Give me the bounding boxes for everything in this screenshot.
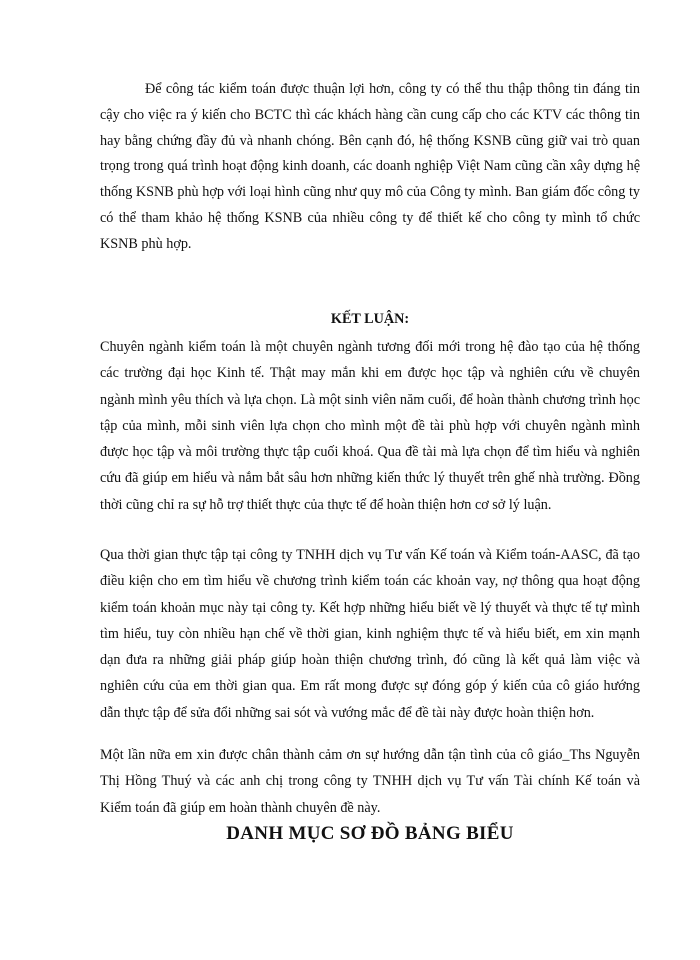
list-of-figures-heading: DANH MỤC SƠ ĐỒ BẢNG BIỂU: [226, 823, 514, 844]
intro-paragraph: Để công tác kiểm toán được thuận lợi hơn, công ty có thể thu thập thông tin đáng tin cậy cho việc ra ý kiến cho BCTC thì các khách hàng cần cung cấp cho các KTV các thông tin hay bằng chứng đầy đủ và nhanh chóng. Bên cạnh đó, hệ thống KSNB cũng giữ vai trò quan trọng trong quá trình hoạt động kinh doanh, các doanh nghiệp Việt Nam cũng cần xây dựng hệ thống KSNB phù hợp với loại hình cũng như quy mô của Công ty mình. Ban giám đốc công ty có thể tham khảo hệ thống KSNB của nhiều công ty để thiết kế cho công ty mình tổ chức KSNB phù hợp.: [100, 81, 640, 252]
conclusion-heading: KẾT LUẬN:: [330, 311, 410, 327]
conclusion-paragraph: Chuyên ngành kiểm toán là một chuyên ngành tương đối mới trong hệ đào tạo của hệ thống các trường đại học Kinh tế. Thật may mắn khi em được học tập và nghiên cứu về chuyên ngành mình yêu thích và lựa chọn. Là một sinh viên năm cuối, để hoàn thành chương trình học tập của mình, mỗi sinh viên lựa chọn cho mình một đề tài phù hợp với chuyên ngành mình được học tập và môi trường thực tập cuối khoá. Qua đề tài mà lựa chọn để tìm hiểu và nghiên cứu đã giúp em hiểu và nắm bắt sâu hơn những kiến thức lý thuyết trên ghế nhà trường. Đồng thời cũng chỉ ra sự hỗ trợ thiết thực của thực tế để hoàn thiện hơn cơ sở lý luận.: [100, 339, 640, 513]
conclusion-paragraph: Qua thời gian thực tập tại công ty TNHH dịch vụ Tư vấn Kế toán và Kiểm toán-AASC, đã tạo điều kiện cho em tìm hiểu về chương trình kiểm toán các khoản vay, nợ thông qua hoạt động kiểm toán khoản mục này tại công ty. Kết hợp những hiểu biết về lý thuyết và thực tế tự mình tìm hiểu, tuy còn nhiều hạn chế về thời gian, kinh nghiệm thực tế và hiểu biết, em xin mạnh dạn đưa ra những giải pháp giúp hoàn thiện chương trình, đó cũng là kết quả làm việc và nghiên cứu của em thời gian qua. Em rất mong được sự đóng góp ý kiến của cô giáo hướng dẫn thực tập để sửa đổi những sai sót và vướng mắc để đề tài này được hoàn thiện hơn.: [100, 547, 640, 721]
acknowledgement-paragraph: Một lần nữa em xin được chân thành cảm ơn sự hướng dẫn tận tình của cô giáo_Ths Nguyễn Thị Hồng Thuý và các anh chị trong công ty TNHH dịch vụ Tư vấn Tài chính Kế toán và Kiểm toán đã giúp em hoàn thành chuyên đề này.: [100, 747, 640, 816]
